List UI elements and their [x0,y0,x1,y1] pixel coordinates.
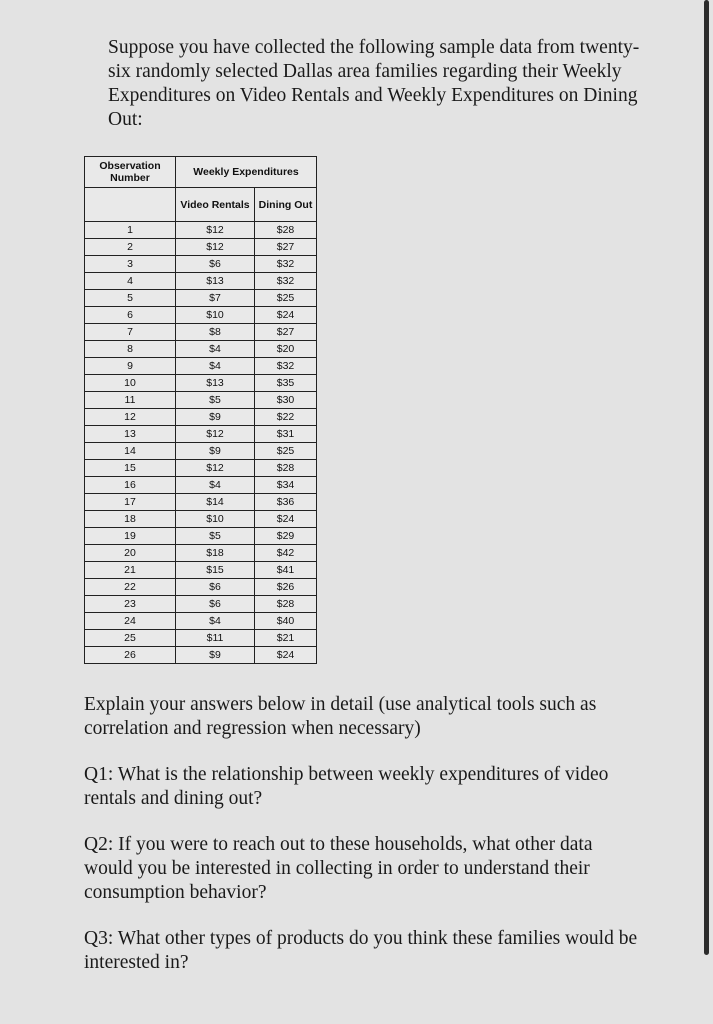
dining-out-cell: $28 [255,596,317,613]
table-row [85,460,317,477]
dining-out-cell: $32 [255,256,317,273]
video-rentals-cell: $12 [176,239,255,256]
observation-number-cell: 7 [85,324,176,341]
observation-number-cell: 24 [85,613,176,630]
intro-text: Suppose you have collected the following sample data from twenty-six randomly selected Dallas area families regarding their Weekly Expenditures on Video Rentals and Weekly Expenditures on Dining Out: [108,37,640,130]
dining-out-cell: $20 [255,341,317,358]
question-1: Q1: What is the relationship between weekly expenditures of video rentals and dining out? [84,764,609,809]
observation-number-cell: 5 [85,290,176,307]
table-row [85,545,317,562]
table-row [85,511,317,528]
observation-number-cell: 9 [85,358,176,375]
video-rentals-cell: $8 [176,324,255,341]
video-rentals-cell: $12 [176,222,255,239]
video-rentals-cell: $15 [176,562,255,579]
observation-number-cell: 6 [85,307,176,324]
table-row [85,341,317,358]
video-rentals-cell: $9 [176,409,255,426]
observation-number-cell: 20 [85,545,176,562]
dining-out-cell: $24 [255,307,317,324]
dining-out-header: Dining Out [255,188,317,222]
instructions-text: Explain your answers below in detail (use analytical tools such as correlation and regression when necessary) [84,694,597,739]
dining-out-cell: $25 [255,443,317,460]
weekly-expenditures-header: Weekly Expenditures [176,157,317,188]
table-row [85,375,317,392]
table-row [85,256,317,273]
video-rentals-cell: $7 [176,290,255,307]
video-rentals-cell: $9 [176,443,255,460]
dining-out-cell: $24 [255,647,317,664]
observation-number-cell: 8 [85,341,176,358]
table-row [85,630,317,647]
dining-out-cell: $35 [255,375,317,392]
video-rentals-cell: $13 [176,375,255,392]
dining-out-cell: $27 [255,239,317,256]
table-row [85,290,317,307]
observation-number-cell: 12 [85,409,176,426]
observation-number-cell: 3 [85,256,176,273]
observation-number-cell: 17 [85,494,176,511]
video-rentals-header: Video Rentals [176,188,255,222]
dining-out-cell: $25 [255,290,317,307]
observation-number-cell: 2 [85,239,176,256]
dining-out-cell: $40 [255,613,317,630]
question-2: Q2: If you were to reach out to these households, what other data would you be interested in collecting in order to understand their consumption behavior? [84,834,593,903]
table-row [85,358,317,375]
expenditures-table [84,156,317,664]
dining-out-cell: $31 [255,426,317,443]
table-header-row [85,157,317,188]
dining-out-cell: $30 [255,392,317,409]
table-row [85,409,317,426]
table-row [85,443,317,460]
table-row [85,426,317,443]
table-subheader-row [85,188,317,222]
table-row [85,324,317,341]
observation-number-cell: 18 [85,511,176,528]
table-row [85,222,317,239]
dining-out-cell: $32 [255,358,317,375]
observation-number-cell: 10 [85,375,176,392]
dining-out-cell: $41 [255,562,317,579]
video-rentals-cell: $9 [176,647,255,664]
video-rentals-cell: $4 [176,477,255,494]
video-rentals-cell: $10 [176,511,255,528]
video-rentals-cell: $5 [176,528,255,545]
dining-out-cell: $29 [255,528,317,545]
video-rentals-cell: $18 [176,545,255,562]
table-row [85,579,317,596]
table-row [85,613,317,630]
dining-out-cell: $21 [255,630,317,647]
observation-number-header: Observation Number [85,157,176,188]
video-rentals-cell: $4 [176,358,255,375]
video-rentals-cell: $4 [176,341,255,358]
observation-number-cell: 1 [85,222,176,239]
dining-out-cell: $32 [255,273,317,290]
video-rentals-cell: $6 [176,579,255,596]
video-rentals-cell: $13 [176,273,255,290]
observation-number-cell: 22 [85,579,176,596]
table-row [85,273,317,290]
table-body [85,222,317,664]
table-row [85,239,317,256]
dining-out-cell: $28 [255,222,317,239]
observation-number-cell: 4 [85,273,176,290]
questions-section [84,693,644,997]
intro-paragraph [108,36,648,132]
observation-number-cell: 16 [85,477,176,494]
observation-number-cell: 26 [85,647,176,664]
table-row [85,477,317,494]
blank-header-cell [85,188,176,222]
dining-out-cell: $36 [255,494,317,511]
video-rentals-cell: $12 [176,460,255,477]
table-row [85,307,317,324]
observation-number-cell: 19 [85,528,176,545]
video-rentals-cell: $14 [176,494,255,511]
table-row [85,392,317,409]
observation-number-cell: 11 [85,392,176,409]
dining-out-cell: $22 [255,409,317,426]
table-row [85,647,317,664]
dining-out-cell: $34 [255,477,317,494]
dining-out-cell: $42 [255,545,317,562]
video-rentals-cell: $10 [176,307,255,324]
observation-number-cell: 15 [85,460,176,477]
video-rentals-cell: $6 [176,596,255,613]
question-3: Q3: What other types of products do you think these families would be interested in? [84,928,638,973]
dining-out-cell: $28 [255,460,317,477]
dining-out-cell: $27 [255,324,317,341]
scrollbar[interactable] [704,0,709,955]
video-rentals-cell: $6 [176,256,255,273]
table-row [85,528,317,545]
observation-number-cell: 21 [85,562,176,579]
observation-number-cell: 13 [85,426,176,443]
observation-number-cell: 25 [85,630,176,647]
table-row [85,562,317,579]
table-row [85,596,317,613]
video-rentals-cell: $11 [176,630,255,647]
dining-out-cell: $26 [255,579,317,596]
dining-out-cell: $24 [255,511,317,528]
table-row [85,494,317,511]
observation-number-cell: 23 [85,596,176,613]
video-rentals-cell: $4 [176,613,255,630]
video-rentals-cell: $5 [176,392,255,409]
video-rentals-cell: $12 [176,426,255,443]
observation-number-cell: 14 [85,443,176,460]
